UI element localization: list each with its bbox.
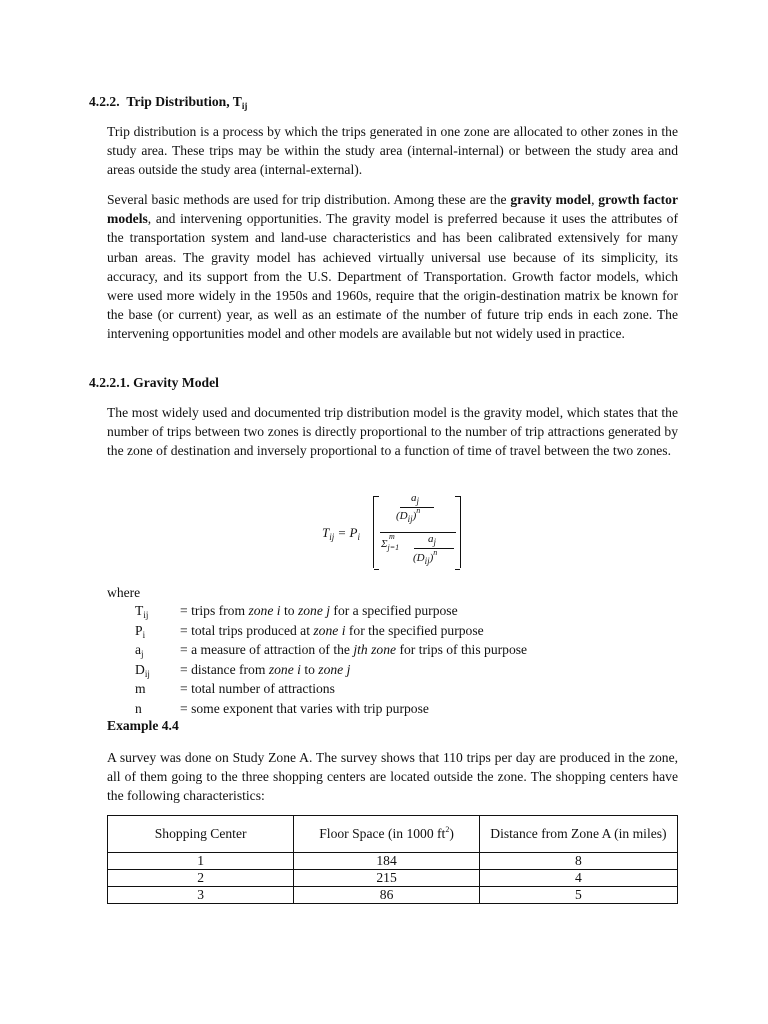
column-header-floor-space: Floor Space (in 1000 $ft^2$) [294, 816, 480, 853]
table-row [108, 853, 678, 870]
table-header-row [108, 816, 678, 853]
column-header-distance: Distance from Zone A (in miles) [479, 816, 677, 853]
table-row [108, 887, 678, 904]
table-cell: 8 [479, 853, 677, 870]
table-cell: 86 [294, 887, 480, 904]
table-cell: 1 [108, 853, 294, 870]
where-label: where [107, 585, 141, 600]
section-heading-trip-distribution: 4.2.2. Trip Distribution, $T_{ij}$ [89, 94, 248, 111]
paragraph-trip-distribution-intro: Trip distribution is a process by which the trips generated in one zone are allocated to other zones in the study area. These trips may be within the study area (internal-internal) or between the study area and areas outside the study area (internal-external). [107, 124, 678, 178]
paragraph-example-survey: A survey was done on Study Zone A. The survey shows that 110 trips per day are produced in the zone, all of them going to the three shopping centers are located outside the zone. The shopping centers have the following characteristics: [107, 750, 678, 804]
subsection-heading-gravity-model: 4.2.2.1. Gravity Model [89, 375, 219, 390]
column-header-shopping-center: Shopping Center [108, 816, 294, 853]
table-cell: 5 [479, 887, 677, 904]
table-cell: 4 [479, 870, 677, 887]
document-page: 4.2.2. Trip Distribution, $T_{ij}$ Trip distribution is a process by which the trips generated in one zone are allocated to other zones in the study area. These trips may be within the study area (internal-internal) or between the study area and areas outside the study area (internal-external). Several basic methods are used for trip distribution. Among these are the gravity model, growth factor models, and intervening opportunities. The gravity model is preferred because it uses the attributes of the transportation system and land-use characteristics and has been calibrated extensively for many urban areas. The gravity model has achieved virtually universal use because of its simplicity, its accuracy, and its support from the U.S. Department of Transportation. Growth factor models, which were used more widely in the 1950s and 1960s, require that the origin-destination matrix be known for the base (or current) year, as well as an estimate of the number of future trip ends in each zone. The intervening opportunities model and other models are available but not widely used in practice. 4.2.2.1. Gravity Model The most widely used and documented trip distribution model is the gravity model, which states that the number of trips between two zones is directly proportional to the number of trip attractions generated by the zone of destination and inversely proportional to a function of time of travel between the two zones. $T_{ij} = P_i$ $a_j$ $(D_{ij})^n$ $\Sigma_{j=1}$ m $a_j$ $(D_{ij})^n$ where $T_{ij}$ = trips from zone i to zone j for a specified purpose $P_i$ = total trips produced at zone i for the specified purpose $a_j$ = a measure of attraction of the jth zone for trips of this purpose $D_{ij}$ = distance from zone i to zone j m = total number of attractions n = some exponent that varies with trip purpose Example 4.4 A survey was done on Study Zone A. The survey shows that 110 trips per day are produced in the zone, all of them going to the three shopping centers are located outside the zone. The shopping centers have the following characteristics: Shopping Center Floor Space (in 1000 $ft^2$) Distance from Zone A (in miles) 1 184 8 2 215 4 3 86 5 [89, 94, 679, 902]
table-cell: 184 [294, 853, 480, 870]
table-row [108, 870, 678, 887]
table-cell: 2 [108, 870, 294, 887]
shopping-centers-table [107, 815, 678, 904]
paragraph-basic-methods: Several basic methods are used for trip distribution. Among these are the gravity model, growth factor models, and intervening opportunities. The gravity model is preferred because it uses the attributes of the transportation system and land-use characteristics and has been calibrated extensively for many urban areas. The gravity model has achieved virtually universal use because of its simplicity, its accuracy, and its support from the U.S. Department of Transportation. Growth factor models, which were used more widely in the 1950s and 1960s, require that the origin-destination matrix be known for the base (or current) year, as well as an estimate of the number of future trip ends in each zone. The intervening opportunities model and other models are available but not widely used in practice. [107, 192, 679, 342]
table-cell: 3 [108, 887, 294, 904]
paragraph-gravity-model: The most widely used and documented trip distribution model is the gravity model, which states that the number of trips between two zones is directly proportional to the number of trip attractions generated by the zone of destination and inversely proportional to a function of time of travel between the two zones. [107, 405, 678, 459]
table-cell: 215 [294, 870, 480, 887]
gravity-model-equation: $T_{ij} = P_i$ $a_j$ $(D_{ij})^n$ $\Sigma_{j=1}$ m $a_j$ $(D_{ij})^n$ [322, 492, 472, 574]
example-heading: Example 4.4 [107, 718, 179, 733]
